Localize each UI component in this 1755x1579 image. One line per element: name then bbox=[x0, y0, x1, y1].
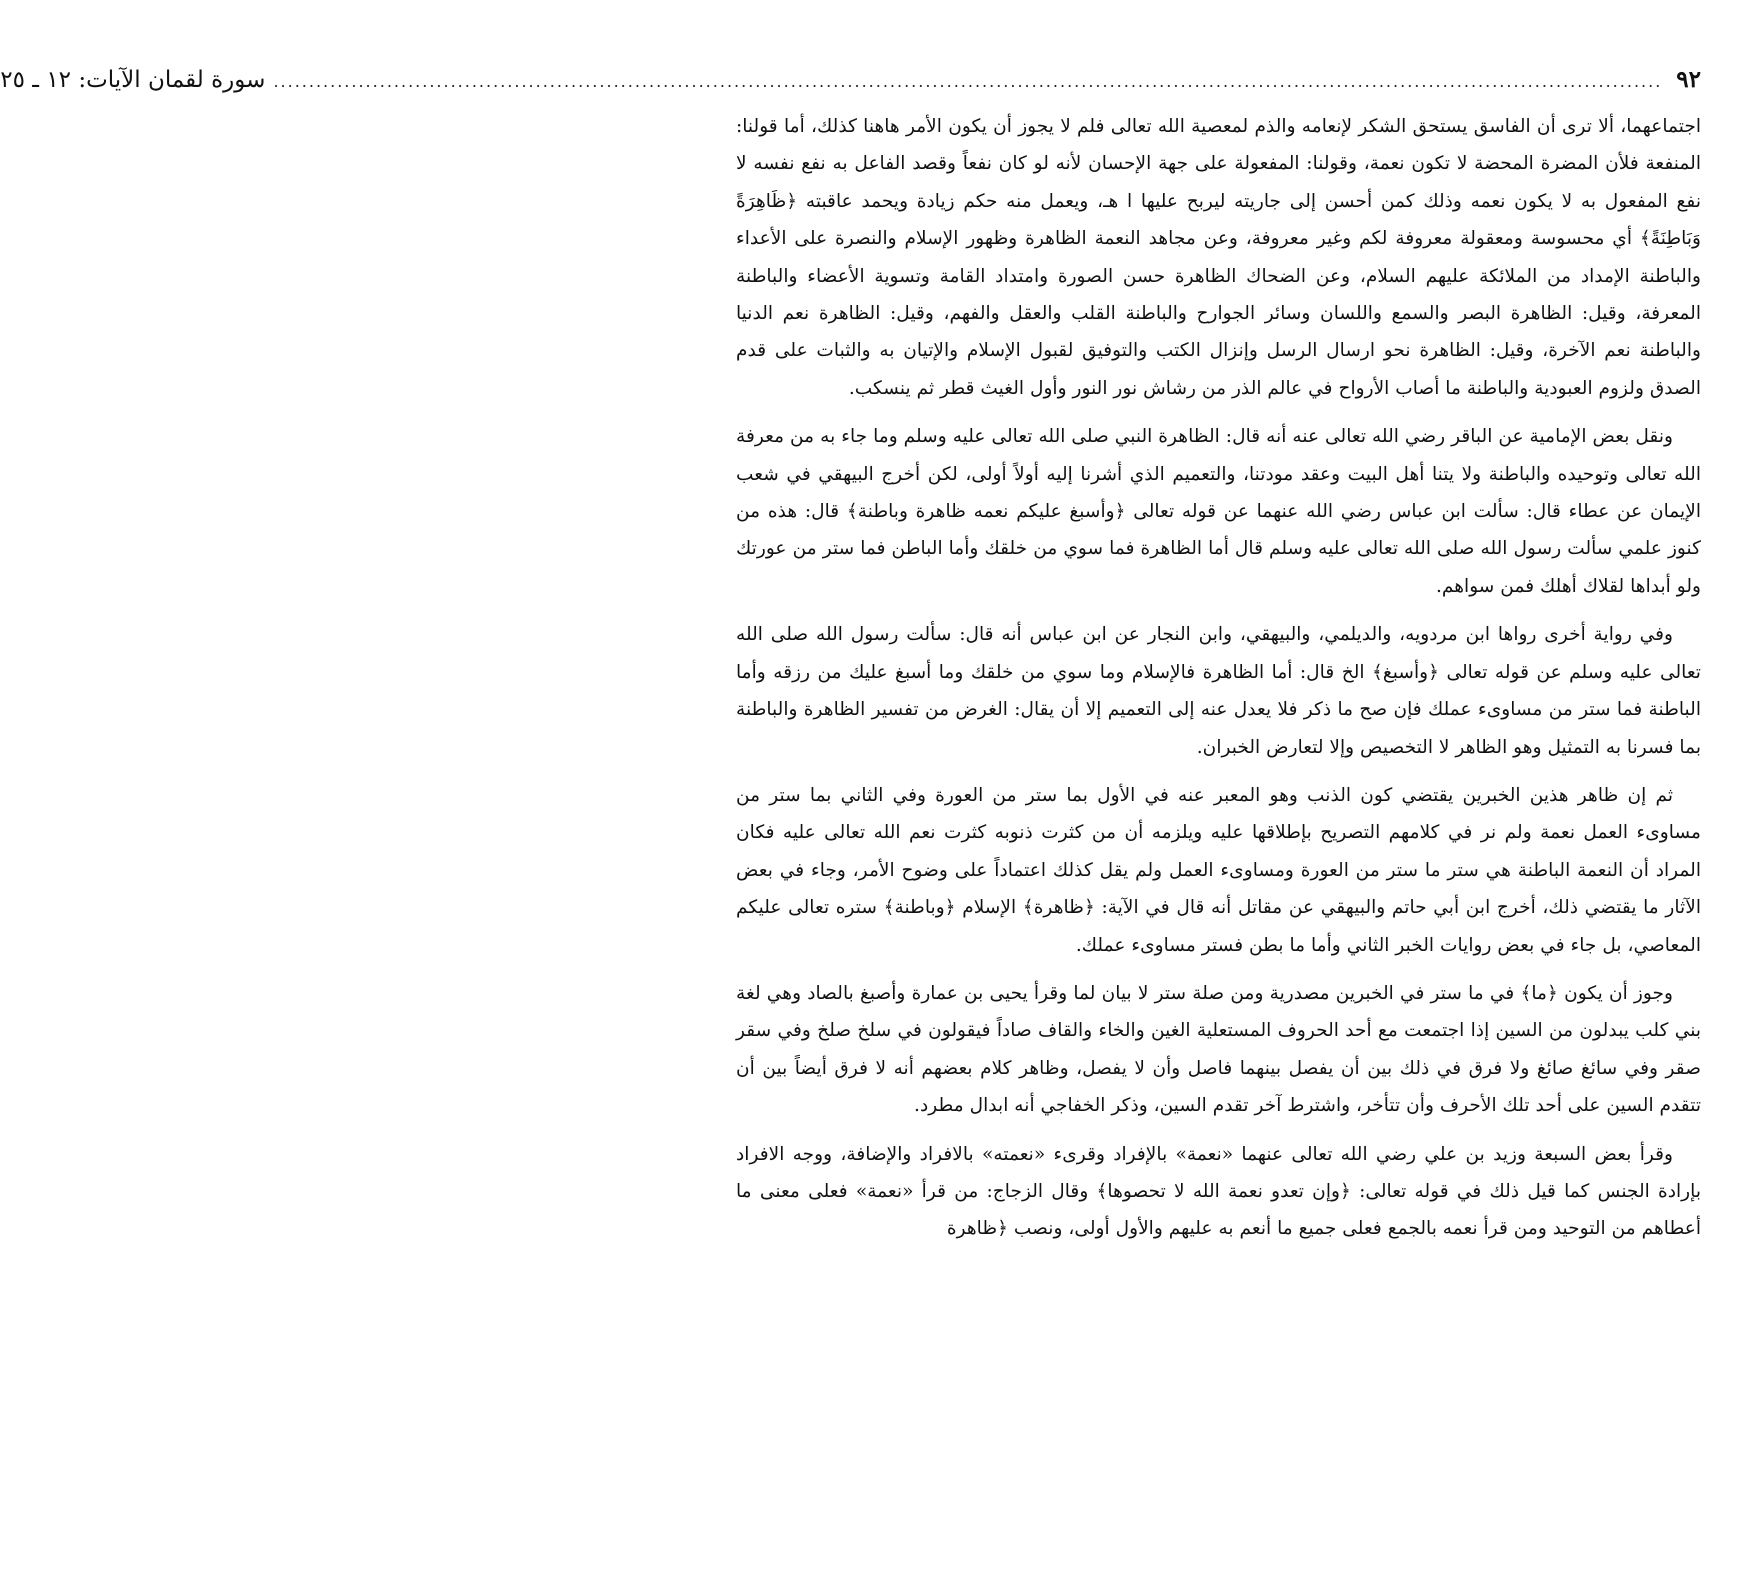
paragraph-1: اجتماعهما، ألا ترى أن الفاسق يستحق الشكر لإنعامه والذم لمعصية الله تعالى فلم لا يجوز أن يكون الأمر هاهنا كذلك، أما قولنا: المنفعة فلأن المضرة المحضة لا تكون نعمة، وقولنا: المفعولة على جهة الإحسان لأنه لو كان نفعاً وقصد الفاعل به نفع نفسه لا نفع المفعول به لا يكون نعمه وذلك كمن أحسن إلى جاريته ليربح عليها ا هـ، ويعمل منه حكم زيادة ويحمد عاقبته ﴿ظَاهِرَةً وَبَاطِنَةً﴾ أي محسوسة ومعقولة معروفة لكم وغير معروفة، وعن مجاهد النعمة الظاهرة وظهور الإسلام والنصرة على الأعداء والباطنة الإمداد من الملائكة عليهم السلام، وعن الضحاك الظاهرة حسن الصورة وامتداد القامة وتسوية الأعضاء والباطنة المعرفة، وقيل: الظاهرة البصر والسمع واللسان وسائر الجوارح والباطنة القلب والعقل والفهم، وقيل: الظاهرة نعم الدنيا والباطنة نعم الآخرة، وقيل: الظاهرة نحو ارسال الرسل وإنزال الكتب والتوفيق لقبول الإسلام والإتيان به والثبات على قدم الصدق ولزوم العبودية والباطنة ما أصاب الأرواح في عالم الذر من رشاش نور النور وأول الغيث قطر ثم ينسكب. bbox=[736, 116, 1701, 399]
body-text bbox=[736, 108, 1701, 1248]
header-title: سورة لقمان الآيات: ١٢ ـ ٢٥ bbox=[0, 67, 266, 93]
book-page bbox=[0, 62, 1701, 1248]
page-number: ٩٢ bbox=[1676, 66, 1701, 93]
paragraph-4: ثم إن ظاهر هذين الخبرين يقتضي كون الذنب وهو المعبر عنه في الأول بما ستر من العورة وفي الثاني بما ستر من مساوىء العمل نعمة ولم نر في كلامهم التصريح بإطلاقها عليه ويلزمه أن من كثرت ذنوبه كثرت نعم الله تعالى عليه فكان المراد أن النعمة الباطنة هي ستر ما ستر من العورة ومساوىء العمل ولم يقل كذلك اعتماداً على وضوح الأمر، وجاء في بعض الآثار ما يقتضي ذلك، أخرج ابن أبي حاتم والبيهقي عن مقاتل أنه قال في الآية: ﴿ظاهرة﴾ الإسلام ﴿وباطنة﴾ ستره تعالى عليكم المعاصي، بل جاء في بعض روايات الخبر الثاني وأما ما بطن فستر مساوىء عملك. bbox=[736, 784, 1701, 956]
paragraph-6: وقرأ بعض السبعة وزيد بن علي رضي الله تعالى عنهما «نعمة» بالإفراد وقرىء «نعمته» بالافراد والإضافة، ووجه الافراد بإرادة الجنس كما قيل ذلك في قوله تعالى: ﴿وإن تعدو نعمة الله لا تحصوها﴾ وقال الزجاج: من قرأ «نعمة» فعلى معنى ما أعطاهم من التوحيد ومن قرأ نعمه بالجمع فعلى جميع ما أنعم به عليهم والأول أولى، ونصب ﴿ظاهرة bbox=[736, 1143, 1701, 1240]
running-header bbox=[0, 62, 1701, 98]
paragraph-2: ونقل بعض الإمامية عن الباقر رضي الله تعالى عنه أنه قال: الظاهرة النبي صلى الله تعالى عليه وسلم وما جاء به من معرفة الله تعالى وتوحيده والباطنة ولا يتنا أهل البيت وعقد مودتنا، والتعميم الذي أشرنا إليه أولاً أولى، لكن أخرج البيهقي في شعب الإيمان عن عطاء قال: سألت ابن عباس رضي الله عنهما عن قوله تعالى ﴿وأسبغ عليكم نعمه ظاهرة وباطنة﴾ قال: هذه من كنوز علمي سألت رسول الله صلى الله تعالى عليه وسلم قال أما الظاهرة فما سوي من خلقك وأما الباطن فما ستر من عورتك ولو أبداها لقلاك أهلك فمن سواهم. bbox=[736, 426, 1701, 597]
paragraph-5: وجوز أن يكون ﴿ما﴾ في ما ستر في الخبرين مصدرية ومن صلة ستر لا بيان لما وقرأ يحيى بن عمارة وأصبغ بالصاد وهي لغة بني كلب يبدلون من السين إذا اجتمعت مع أحد الحروف المستعلية الغين والخاء والقاف صاداً فيقولون في سلخ صلخ وفي سقر صقر وفي سائغ صائغ ولا فرق في ذلك بين أن يفصل بينهما فاصل وأن لا يفصل، وظاهر كلام بعضهم أنه لا فرق أيضاً بين أن تتقدم السين على أحد تلك الأحرف وأن تتأخر، واشترط آخر تقدم السين، وذكر الخفاجي أنه ابدال مطرد. bbox=[736, 982, 1701, 1117]
paragraph-3: وفي رواية أخرى رواها ابن مردويه، والديلمي، والبيهقي، وابن النجار عن ابن عباس أنه قال: سألت رسول الله صلى الله تعالى عليه وسلم عن قوله تعالى ﴿وأسبغ﴾ الخ قال: أما الظاهرة فالإسلام وما سوي من خلقك وما أسبغ عليك من رزقه وأما الباطنة فما ستر من مساوىء عملك فإن صح ما ذكر فلا يعدل عنه إلى التعميم إلا أن يقال: الغرض من تفسير الظاهرة والباطنة بما فسرنا به التمثيل وهو الظاهر لا التخصيص وإلا لتعارض الخبران. bbox=[736, 624, 1701, 758]
leader-dots: .................................................................................................................................................................................................... bbox=[273, 72, 1663, 91]
